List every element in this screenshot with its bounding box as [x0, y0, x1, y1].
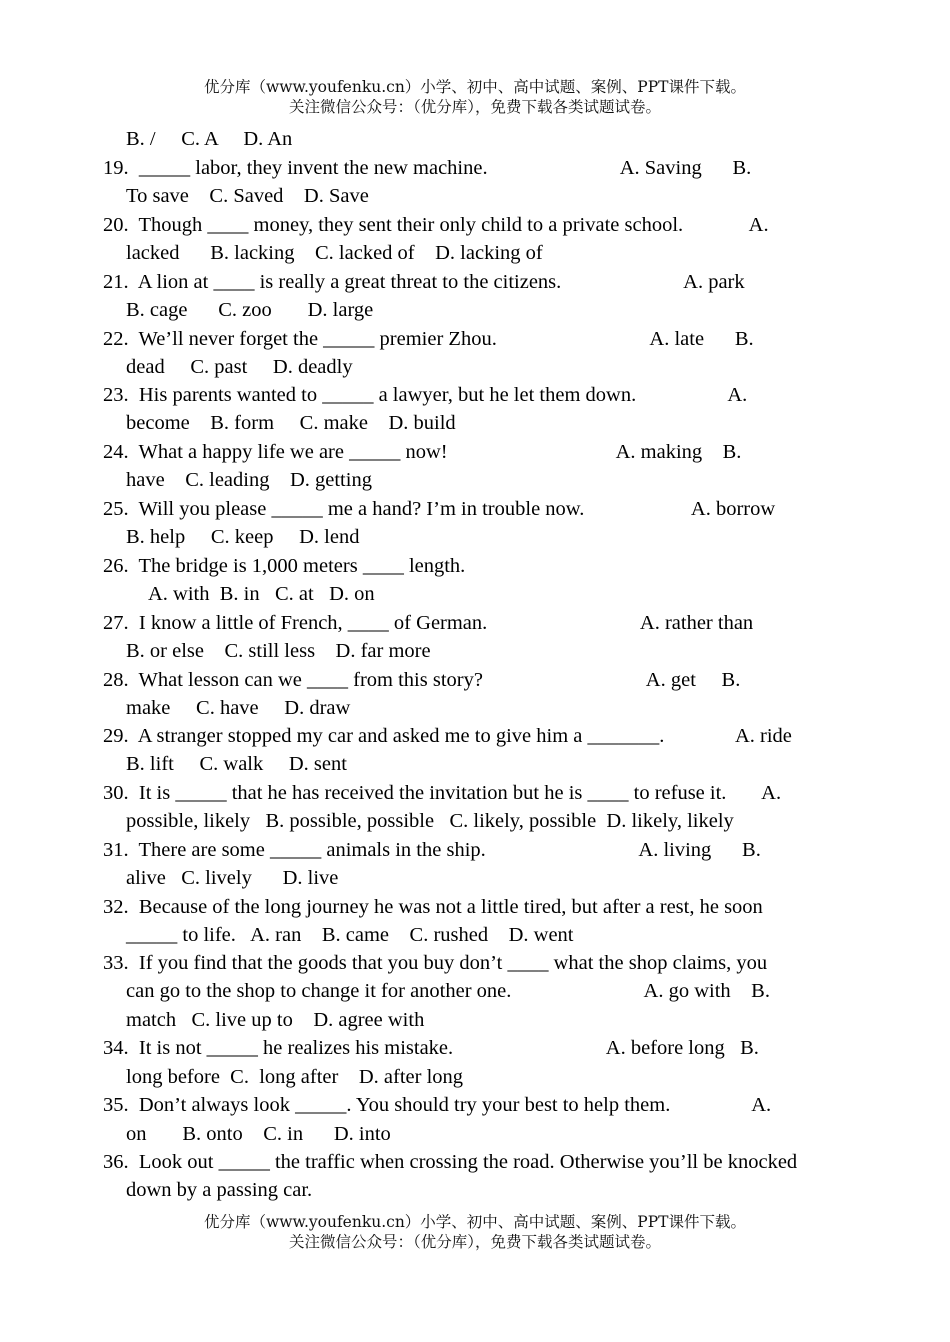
question-line: 24. What a happy life we are _____ now! A. making B. [103, 441, 742, 463]
question-line: 21. A lion at ____ is really a great threat to the citizens. A. park [103, 271, 745, 293]
question-line: 29. A stranger stopped my car and asked me to give him a _______. A. ride [103, 725, 792, 747]
question-line: 28. What lesson can we ____ from this story? A. get B. [103, 669, 741, 691]
question-line: 32. Because of the long journey he was not a little tired, but after a rest, he soon [103, 896, 763, 918]
question-line: down by a passing car. [126, 1179, 313, 1201]
question-line: 36. Look out _____ the traffic when crossing the road. Otherwise you’ll be knocked [103, 1151, 798, 1173]
question-line: dead C. past D. deadly [126, 356, 353, 378]
question-line: 34. It is not _____ he realizes his mistake. A. before long B. [103, 1037, 759, 1059]
question-line: 20. Though ____ money, they sent their only child to a private school. A. [103, 214, 769, 236]
question-line: _____ to life. A. ran B. came C. rushed D. went [126, 924, 574, 946]
question-line: 27. I know a little of French, ____ of German. A. rather than [103, 612, 754, 634]
question-line: become B. form C. make D. build [126, 412, 456, 434]
question-line: 23. His parents wanted to _____ a lawyer, but he let them down. A. [103, 384, 748, 406]
question-line: 25. Will you please _____ me a hand? I’m in trouble now. A. borrow [103, 498, 776, 520]
header-line-1: 优分库（www.youfenku.cn）小学、初中、高中试题、案例、PPT课件下载。 [203, 78, 747, 96]
question-line: 26. The bridge is 1,000 meters ____ length. [103, 555, 466, 577]
question-line: A. with B. in C. at D. on [148, 583, 375, 605]
question-line: have C. leading D. getting [126, 469, 372, 491]
question-line: 19. _____ labor, they invent the new machine. A. Saving B. [103, 157, 752, 179]
question-line: B. cage C. zoo D. large [126, 299, 374, 321]
header-line-2: 关注微信公众号：（优分库），免费下载各类试题试卷。 [288, 98, 661, 116]
question-line: To save C. Saved D. Save [126, 185, 369, 207]
question-line: B. / C. A D. An [126, 128, 293, 150]
question-line: 31. There are some _____ animals in the ship. A. living B. [103, 839, 761, 861]
question-line: can go to the shop to change it for another one. A. go with B. [126, 980, 770, 1002]
footer-line-2: 关注微信公众号：（优分库），免费下载各类试题试卷。 [288, 1233, 661, 1251]
question-line: match C. live up to D. agree with [126, 1009, 425, 1031]
question-line: on B. onto C. in D. into [126, 1123, 391, 1145]
question-line: B. or else C. still less D. far more [126, 640, 431, 662]
question-line: make C. have D. draw [126, 697, 351, 719]
footer-line-1: 优分库（www.youfenku.cn）小学、初中、高中试题、案例、PPT课件下载。 [203, 1213, 747, 1231]
question-line: possible, likely B. possible, possible C. likely, possible D. likely, likely [126, 810, 734, 832]
question-line: 33. If you find that the goods that you buy don’t ____ what the shop claims, you [103, 952, 768, 974]
question-line: 30. It is _____ that he has received the invitation but he is ____ to refuse it. A. [103, 782, 782, 804]
question-line: long before C. long after D. after long [126, 1066, 464, 1088]
question-line: 22. We’ll never forget the _____ premier Zhou. A. late B. [103, 328, 754, 350]
question-line: lacked B. lacking C. lacked of D. lacking of [126, 242, 543, 264]
question-line: B. help C. keep D. lend [126, 526, 360, 548]
question-line: B. lift C. walk D. sent [126, 753, 347, 775]
question-line: 35. Don’t always look _____. You should try your best to help them. A. [103, 1094, 772, 1116]
question-line: alive C. lively D. live [126, 867, 339, 889]
